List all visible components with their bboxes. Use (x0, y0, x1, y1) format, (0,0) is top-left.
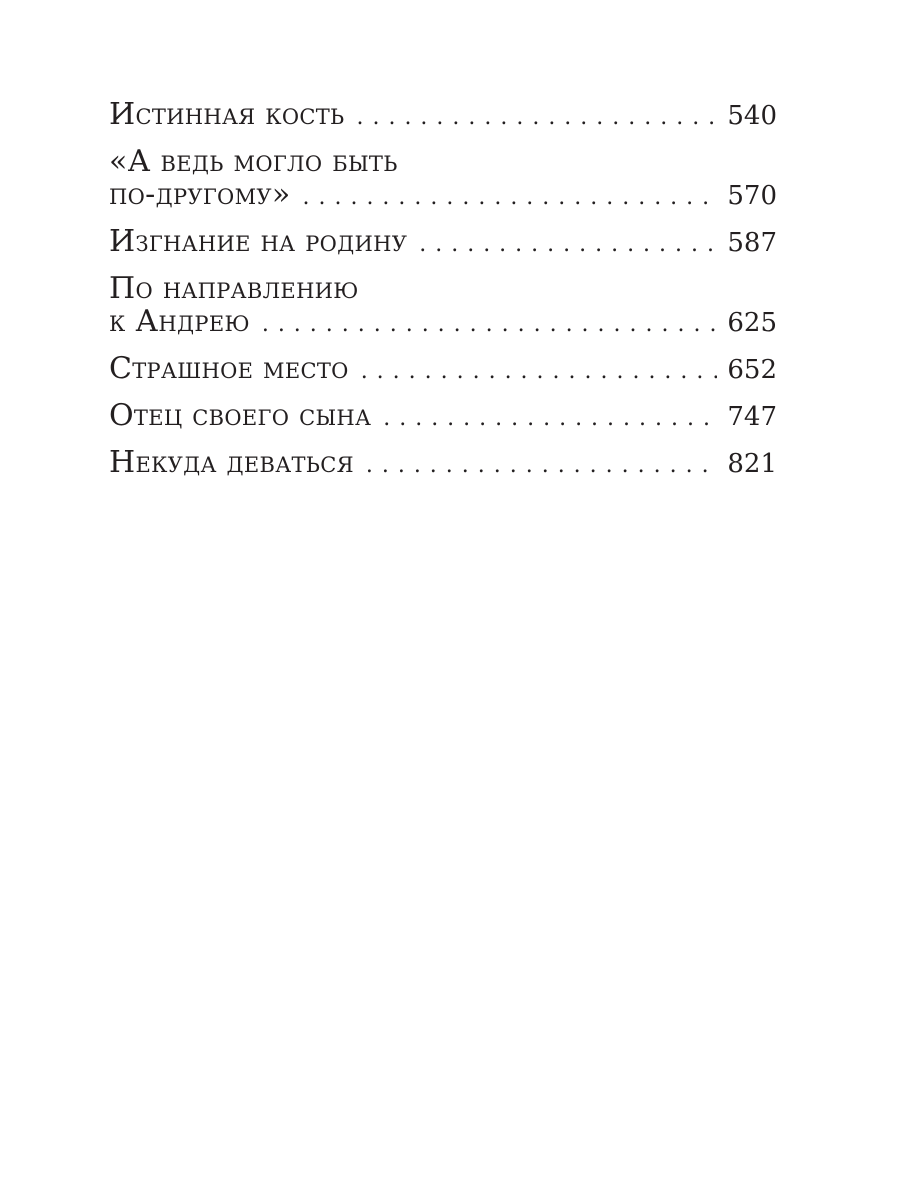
dot-leader (366, 449, 718, 482)
toc-entry-page: 747 (727, 402, 777, 432)
toc-entry-line (109, 145, 777, 178)
toc-entry-page: 540 (727, 101, 777, 131)
toc-entry (109, 225, 777, 258)
dot-leader (356, 101, 717, 134)
toc-entry-line (109, 399, 777, 432)
toc-entry-title-continuation: к Андрею (109, 304, 250, 339)
toc-entry (109, 272, 777, 338)
toc-entry-page: 652 (727, 355, 777, 385)
toc-entry-line (109, 446, 777, 479)
dot-leader (361, 355, 718, 388)
toc-entry (109, 446, 777, 479)
dot-leader (419, 228, 717, 261)
toc-entry (109, 98, 777, 131)
toc-entry (109, 352, 777, 385)
toc-entry-page: 587 (727, 228, 777, 258)
toc-entry-page: 821 (727, 449, 777, 479)
toc-entry-line (109, 98, 777, 131)
toc-entry-title: По направлению (109, 271, 359, 306)
table-of-contents (109, 98, 777, 493)
toc-entry-title: Изгнание на родину (109, 224, 408, 259)
toc-entry-page: 570 (727, 181, 777, 211)
toc-entry-title: Отец своего сына (109, 398, 372, 433)
toc-entry-line (109, 225, 777, 258)
toc-entry (109, 399, 777, 432)
dot-leader (303, 181, 718, 214)
toc-entry (109, 145, 777, 211)
toc-entry-line (109, 352, 777, 385)
toc-entry-title: «А ведь могло быть (109, 144, 398, 179)
toc-entry-title: Страшное место (109, 351, 349, 386)
toc-entry-title: Некуда деваться (109, 445, 354, 480)
dot-leader (383, 402, 717, 435)
toc-entry-title: Истинная кость (109, 97, 345, 132)
dot-leader (262, 308, 718, 341)
toc-entry-line (109, 178, 777, 211)
toc-entry-line (109, 272, 777, 305)
toc-entry-line (109, 305, 777, 338)
toc-entry-page: 625 (727, 308, 777, 338)
toc-entry-title-continuation: по-другому» (109, 177, 291, 212)
